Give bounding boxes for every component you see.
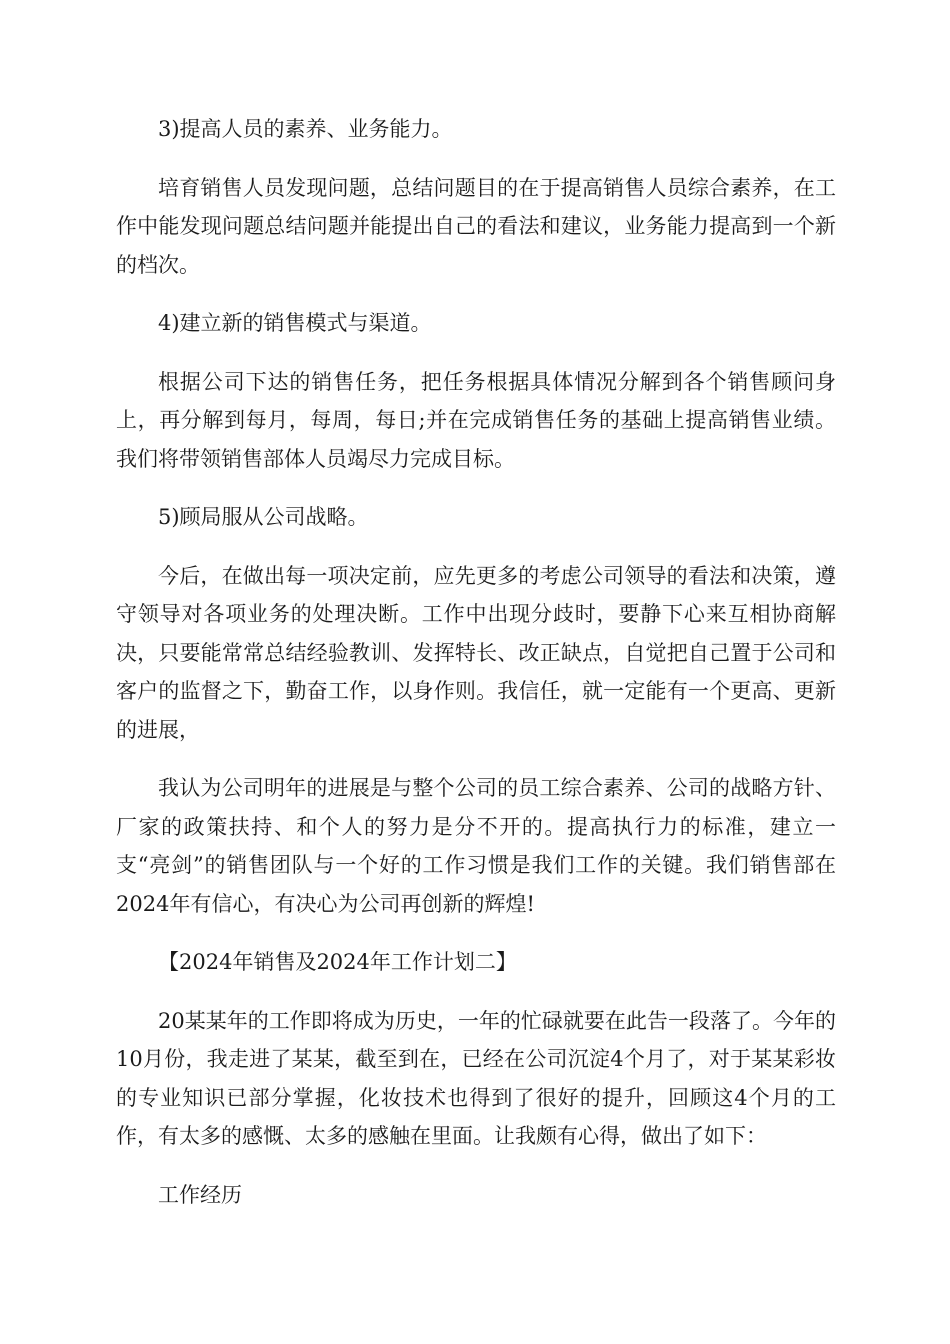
- paragraph-year-review: 20某某年的工作即将成为历史，一年的忙碌就要在此告一段落了。今年的10月份，我走进了某某，截至到在，已经在公司沉淀4个月了，对于某某彩妆的专业知识已部分掌握，化妆技术也得到了很好的提升，回顾这4个月的工作，有太多的感慨、太多的感触在里面。让我颇有心得，做出了如下：: [116, 1008, 836, 1148]
- section-heading-3: 3)提高人员的素养、业务能力。: [158, 117, 453, 141]
- work-experience-heading: 工作经历: [158, 1182, 242, 1207]
- document-body: [116, 110, 836, 1234]
- paragraph-next-year-outlook: 我认为公司明年的进展是与整个公司的员工综合素养、公司的战略方针、厂家的政策扶持、和个人的努力是分不开的。提高执行力的标准，建立一支“亮剑”的销售团队与一个好的工作习惯是我们工作的关键。我们销售部在2024年有信心，有决心为公司再创新的辉煌!: [116, 776, 836, 916]
- plan-two-title: 【2024年销售及2024年工作计划二】: [158, 950, 517, 974]
- paragraph-company-strategy: 今后，在做出每一项决定前，应先更多的考虑公司领导的看法和决策，遵守领导对各项业务的处理决断。工作中出现分歧时，要静下心来互相协商解决，只要能常常总结经验教训、发挥特长、改正缺点，自觉把自己置于公司和客户的监督之下，勤奋工作，以身作则。我信任，就一定能有一个更高、更新的进展，: [116, 563, 836, 742]
- section-heading-5: 5)顾局服从公司战略。: [158, 505, 369, 529]
- section-heading-4: 4)建立新的销售模式与渠道。: [158, 311, 432, 335]
- paragraph-sales-model: 根据公司下达的销售任务，把任务根据具体情况分解到各个销售顾问身上，再分解到每月，每周，每日;并在完成销售任务的基础上提高销售业绩。我们将带领销售部体人员竭尽力完成目标。: [116, 369, 836, 471]
- paragraph-improve-skills: 培育销售人员发现问题，总结问题目的在于提高销售人员综合素养，在工作中能发现问题总结问题并能提出自己的看法和建议，业务能力提高到一个新的档次。: [116, 175, 836, 277]
